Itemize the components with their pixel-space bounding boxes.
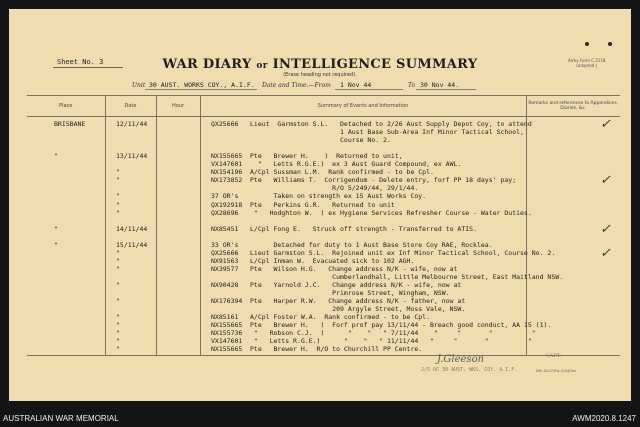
entry-date: 15/11/44	[116, 240, 148, 249]
entry-text: Primrose Street, Wingham, NSW.	[250, 289, 450, 298]
entry-text: A/Cpl Sussman L.M. Rank confirmed - to be Cpl.	[250, 168, 434, 177]
entry-service-number: NX39577	[211, 264, 239, 273]
entry-date: "	[116, 313, 120, 322]
tick-mark: ✓	[600, 117, 611, 132]
title-right: INTELLIGENCE SUMMARY	[272, 57, 478, 72]
entry-service-number: NX91563	[211, 256, 239, 265]
col-header-summary: Summary of Events and Information	[200, 96, 526, 117]
entry-date: "	[116, 329, 120, 338]
entry-text: Lieut Garmston S.L. Detached to 2/26 Aust Supply Depot Coy, to attend	[250, 120, 532, 128]
entry-service-number: NX173852	[211, 176, 243, 185]
entry-service-number: NX155665	[211, 152, 243, 161]
entry-text: " Letts R.G.E.) ex 3 Aust Guard Compound, ex AWL.	[250, 160, 462, 169]
col-header-remarks: Remarks and references to Appendices, Diaries, &c.	[526, 96, 620, 117]
entry-service-number: VX147601	[211, 160, 243, 169]
entry-place: "	[54, 224, 58, 233]
col-header-place: Place	[27, 96, 105, 117]
entry-date: "	[116, 168, 120, 177]
entry-date: "	[116, 192, 120, 201]
entry-service-number: NX176394	[211, 297, 243, 306]
entry-date: "	[116, 321, 120, 330]
entry-text: R/O 5/249/44, 29/1/44.	[250, 184, 419, 193]
entry-service-number: QX25666	[211, 120, 239, 128]
unit-label: Unit	[132, 82, 146, 89]
entry-text: Pte Williams T. Corrigendum - Delete entry, forf PP 18 days' pay;	[250, 176, 517, 185]
entry-text: Pte Brewer H. ) Forf prof pay 13/11/44 - Breach good conduct, AA 15 (1).	[250, 321, 552, 330]
entry-text: 209 Argyle Street, Moss Vale, NSW.	[250, 305, 466, 314]
unit-stamp: 2/5 OC 30 AUST. WKS. COY. A.I.F.	[421, 367, 518, 373]
entry-place: BRISBANE	[54, 120, 86, 128]
entry-text: Course No. 2.	[250, 136, 391, 145]
entry-service-number: NX155665	[211, 345, 243, 354]
punch-hole	[585, 42, 589, 46]
entry-service-number: QX192918	[211, 200, 243, 209]
entry-service-number: NX90428	[211, 281, 239, 289]
entry-date: "	[116, 200, 120, 209]
entry-date: "	[116, 264, 120, 273]
unit-underline	[145, 89, 257, 90]
entry-date: "	[116, 281, 120, 289]
entry-date: 12/11/44	[116, 120, 148, 128]
entry-text: L/Cpl Inman W. Evacuated sick to 102 AGH.	[250, 256, 415, 265]
army-form-note: (adapted.)	[576, 63, 598, 68]
entry-service-number: NX154196	[211, 168, 243, 177]
entry-service-number: 37 OR's	[211, 192, 239, 201]
entry-text: L/Cpl Fong E. Struck off strength - Transferred to ATIS.	[250, 224, 477, 233]
entry-date: 14/11/44	[116, 224, 148, 233]
entry-text: 1 Aust Base Sub-Area Inf Minor Tactical School,	[250, 128, 524, 137]
entry-text: Pte Wilson H.G. Change address N/K - wife, now at	[250, 264, 458, 273]
sheet-number: Sheet No. 3	[57, 58, 104, 66]
punch-hole	[608, 42, 612, 46]
army-form-ref	[568, 58, 605, 68]
title-or: or	[256, 61, 268, 71]
date-to-label: To	[408, 82, 416, 89]
entry-date: "	[116, 345, 120, 354]
entry-service-number: NX85161	[211, 313, 239, 322]
entry-service-number: QX25666	[211, 248, 239, 257]
to-underline	[416, 89, 476, 90]
entry-text: Cumberlandhall, Little Melbourne Street, East Maitland NSW.	[250, 272, 564, 281]
hour-column	[156, 117, 200, 356]
entry-place: "	[54, 152, 58, 161]
entry-service-number: NX85451	[211, 224, 239, 233]
date-to-value: 30 Nov 44.	[420, 81, 460, 89]
entry-service-number: NX155665	[211, 321, 243, 330]
entry-text: Pte Yarnold J.C. Change address N/K - wife, now at	[250, 281, 462, 289]
army-form-number: Army Form C.2118	[568, 58, 606, 63]
unit-value: 30 AUST. WORKS COY., A.I.F.	[149, 81, 255, 89]
date-underline	[335, 89, 403, 90]
entry-service-number: QX28696	[211, 208, 239, 217]
entry-text: Taken on strength ex 15 Aust Works Coy.	[250, 192, 427, 201]
entry-date: "	[116, 248, 120, 257]
printer-imprint: DM -N.C.F.P.A.-5/44/3m	[536, 369, 577, 373]
entry-date: "	[116, 337, 120, 346]
entry-text: " Hodghton W. ) ex Hygiene Services Refresher Course - Water Duties.	[250, 208, 532, 217]
tick-mark: ✓	[600, 221, 611, 237]
entry-service-number: VX147601	[211, 337, 243, 346]
entry-date: 13/11/44	[116, 152, 148, 161]
col-header-hour: Hour	[156, 96, 200, 117]
footer-accession: AWM2020.8.1247	[572, 414, 636, 423]
footer-institution: AUSTRALIAN WAR MEMORIAL	[3, 414, 119, 423]
entry-date: "	[116, 297, 120, 306]
entry-service-number: NX155736	[211, 329, 243, 338]
entry-text: Lieut Garmston S.L. Rejoined unit ex Inf Minor Tactical School, Course No. 2.	[250, 248, 556, 257]
entry-service-number: 33 OR's	[211, 240, 239, 249]
entry-text: Detached for duty to 1 Aust Base Store Coy RAE, Rocklea.	[250, 240, 493, 249]
entry-text: A/Cpl Foster W.A. Rank confirmed - to be Cpl.	[250, 313, 431, 322]
signature: J.Gleeson	[437, 354, 485, 365]
title-left: WAR DIARY	[162, 57, 252, 72]
entry-date: "	[116, 256, 120, 265]
date-from-label: Date and Time.—From	[262, 82, 331, 89]
entry-date: "	[116, 176, 120, 185]
col-header-date: Date	[105, 96, 156, 117]
entry-text: Pte Brewer H. R/O to Churchill PP Centre.	[250, 345, 423, 354]
entry-text: " Letts R.G.E.) " " " 11/11/44 " " " "	[250, 337, 532, 346]
entry-place: "	[54, 240, 58, 249]
signature-rank: CAPT.	[546, 353, 561, 359]
form-subtitle: (Erase heading not required).	[283, 72, 357, 78]
date-from-value: 1 Nov 44	[340, 81, 372, 89]
entry-text: Pte Brewer H. ) Returned to unit,	[250, 152, 403, 161]
tick-mark: ✓	[600, 173, 611, 189]
place-column	[27, 117, 105, 356]
tick-mark: ✓	[600, 245, 611, 261]
form-title	[0, 57, 640, 72]
entry-text: Pte Harper R.W. Change address N/K - father, now at	[250, 297, 466, 306]
entry-date: "	[116, 208, 120, 217]
entry-text: " Robson C.J. ) " " " 7/11/44 " " " "	[250, 329, 536, 338]
entry-text: Pte Perkins G.R. Returned to unit	[250, 200, 395, 209]
